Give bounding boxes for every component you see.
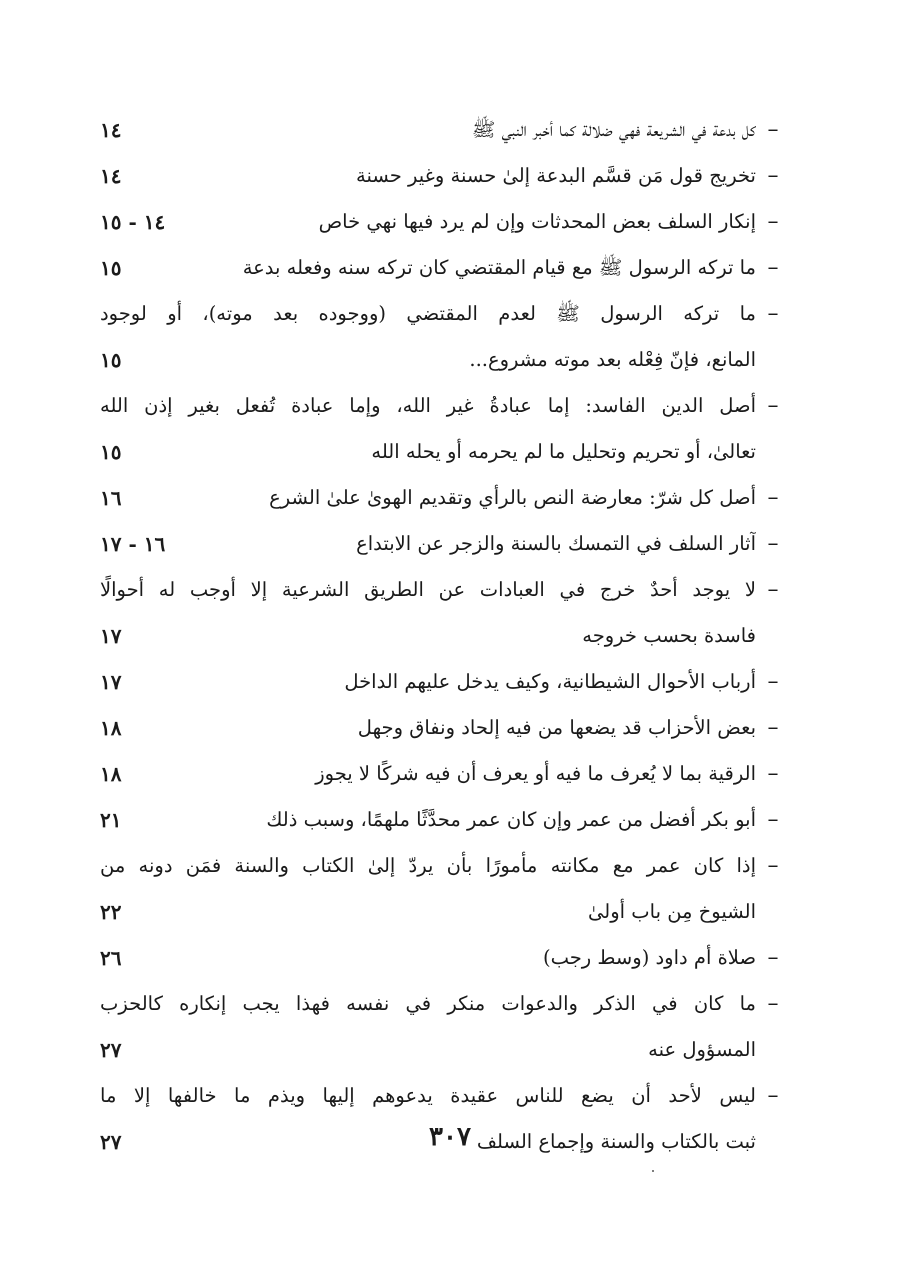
entry-line [100,521,756,567]
index-entry [100,153,790,199]
entry-line [100,613,756,659]
entry-body [100,199,756,245]
entry-page-ref: ١٧ [100,670,122,694]
entry-body [100,567,756,659]
entry-dash: – [767,807,779,832]
entry-line [100,843,756,889]
entry-text: صلاة أم داود (وسط رجب) [543,946,756,969]
entry-text: المانع، فإنّ فِعْله بعد موته مشروع... [469,348,756,371]
entry-dash: – [767,669,779,694]
entry-dash: – [767,853,779,878]
entry-text: ما تركه الرسول ﷺ مع قيام المقتضي كان تركه سنه وفعله بدعة [242,256,756,279]
entry-line [100,383,756,429]
index-entry [100,107,790,153]
page-speck [652,1170,654,1172]
entry-text: الرقية بما لا يُعرف ما فيه أو يعرف أن فيه شركًا لا يجوز [315,762,756,785]
entry-body [100,521,756,567]
entry-text: إنكار السلف بعض المحدثات وإن لم يرد فيها نهي خاص [318,210,756,233]
entry-dash: – [767,715,779,740]
entry-body [100,797,756,843]
index-entry [100,981,790,1073]
index-entry [100,199,790,245]
entry-text: ما تركه الرسول ﷺ لعدم المقتضي (ووجوده بعد موته)، أو لوجود [100,302,756,325]
index-entry [100,475,790,521]
entry-page-ref: ١٨ [100,716,122,740]
entry-page-ref: ١٤ [100,164,122,188]
entry-text: بعض الأحزاب قد يضعها من فيه إلحاد ونفاق وجهل [357,716,756,739]
entry-dash: – [767,991,779,1016]
entry-line [100,751,756,797]
entry-line [100,797,756,843]
entry-text: الشيوخ مِن باب أولىٰ [588,900,756,923]
index-list [100,107,790,1165]
index-entry [100,521,790,567]
entry-text: أصل الدين الفاسد: إما عبادةُ غير الله، وإما عبادة تُفعل بغير إذن الله [100,394,756,417]
entry-text: لا يوجد أحدٌ خرج في العبادات عن الطريق الشرعية إلا أوجب له أحوالًا [100,578,756,601]
index-entry [100,659,790,705]
entry-line [100,659,756,705]
entry-text: أبو بكر أفضل من عمر وإن كان عمر محدَّثًا ملهمًا، وسبب ذلك [266,808,756,831]
entry-page-ref: ٢٢ [100,900,122,924]
entry-dash: – [767,577,779,602]
index-entry [100,843,790,935]
entry-page-ref: ١٥ [100,348,122,372]
entry-dash: – [767,531,779,556]
entry-text: آثار السلف في التمسك بالسنة والزجر عن الابتداع [356,532,756,555]
entry-body [100,843,756,935]
entry-line [100,1073,756,1119]
entry-page-ref: ٢٧ [100,1130,122,1154]
entry-dash: – [767,393,779,418]
index-entry [100,935,790,981]
entry-dash: – [767,117,779,142]
entry-body [100,245,756,291]
entry-line [100,107,756,153]
entry-body [100,383,756,475]
entry-line [100,567,756,613]
entry-line [100,291,756,337]
page-number: ٣٠٧ [429,1122,471,1152]
entry-text: فاسدة بحسب خروجه [582,624,756,647]
entry-line [100,475,756,521]
entry-dash: – [767,1083,779,1108]
entry-page-ref: ١٥ [100,440,122,464]
entry-line [100,1027,756,1073]
entry-page-ref: ١٤ [100,118,122,142]
entry-line [100,337,756,383]
entry-page-ref: ١٦ - ١٧ [100,532,166,556]
entry-text: أرباب الأحوال الشيطانية، وكيف يدخل عليهم الداخل [344,670,756,693]
entry-dash: – [767,761,779,786]
entry-text: تخريج قول مَن قسَّم البدعة إلىٰ حسنة وغير حسنة [356,164,756,187]
entry-text: ليس لأحد أن يضع للناس عقيدة يدعوهم إليها ويذم ما خالفها إلا ما [100,1084,756,1107]
entry-line [100,981,756,1027]
entry-text: المسؤول عنه [648,1038,756,1061]
entry-dash: – [767,301,779,326]
entry-body [100,705,756,751]
entry-dash: – [767,945,779,970]
entry-body [100,659,756,705]
entry-line [100,429,756,475]
entry-text: ما كان في الذكر والدعوات منكر في نفسه فهذا يجب إنكاره كالحزب [100,992,756,1015]
entry-text: أصل كل شرّ: معارضة النص بالرأي وتقديم الهوىٰ علىٰ الشرع [269,486,756,509]
entry-text: كل بدعة في الشريعة فهي ضلالة كما أخبر النبي ﷺ [471,118,756,141]
entry-line [100,889,756,935]
entry-body [100,153,756,199]
entry-dash: – [767,163,779,188]
entry-line [100,199,756,245]
entry-body [100,935,756,981]
entry-body [100,751,756,797]
entry-page-ref: ١٥ [100,256,122,280]
entry-page-ref: ١٤ - ١٥ [100,210,166,234]
entry-line [100,705,756,751]
entry-line [100,245,756,291]
entry-body [100,475,756,521]
entry-line [100,153,756,199]
index-entry [100,245,790,291]
entry-page-ref: ١٨ [100,762,122,786]
index-entry [100,291,790,383]
entry-text: تعالىٰ، أو تحريم وتحليل ما لم يحرمه أو يحله الله [371,440,756,463]
entry-dash: – [767,255,779,280]
entry-text: إذا كان عمر مع مكانته مأمورًا بأن يردّ إلىٰ الكتاب والسنة فمَن دونه من [100,854,756,877]
entry-page-ref: ٢٧ [100,1038,122,1062]
index-entry [100,383,790,475]
entry-page-ref: ٢١ [100,808,122,832]
index-entry [100,751,790,797]
entry-line [100,935,756,981]
entry-dash: – [767,209,779,234]
entry-text: ثبت بالكتاب والسنة وإجماع السلف [476,1130,756,1153]
entry-page-ref: ٢٦ [100,946,122,970]
entry-page-ref: ١٦ [100,486,122,510]
index-entry [100,567,790,659]
index-entry [100,705,790,751]
entry-dash: – [767,485,779,510]
index-entry [100,797,790,843]
entry-body [100,291,756,383]
entry-page-ref: ١٧ [100,624,122,648]
entry-body [100,107,756,153]
entry-body [100,981,756,1073]
